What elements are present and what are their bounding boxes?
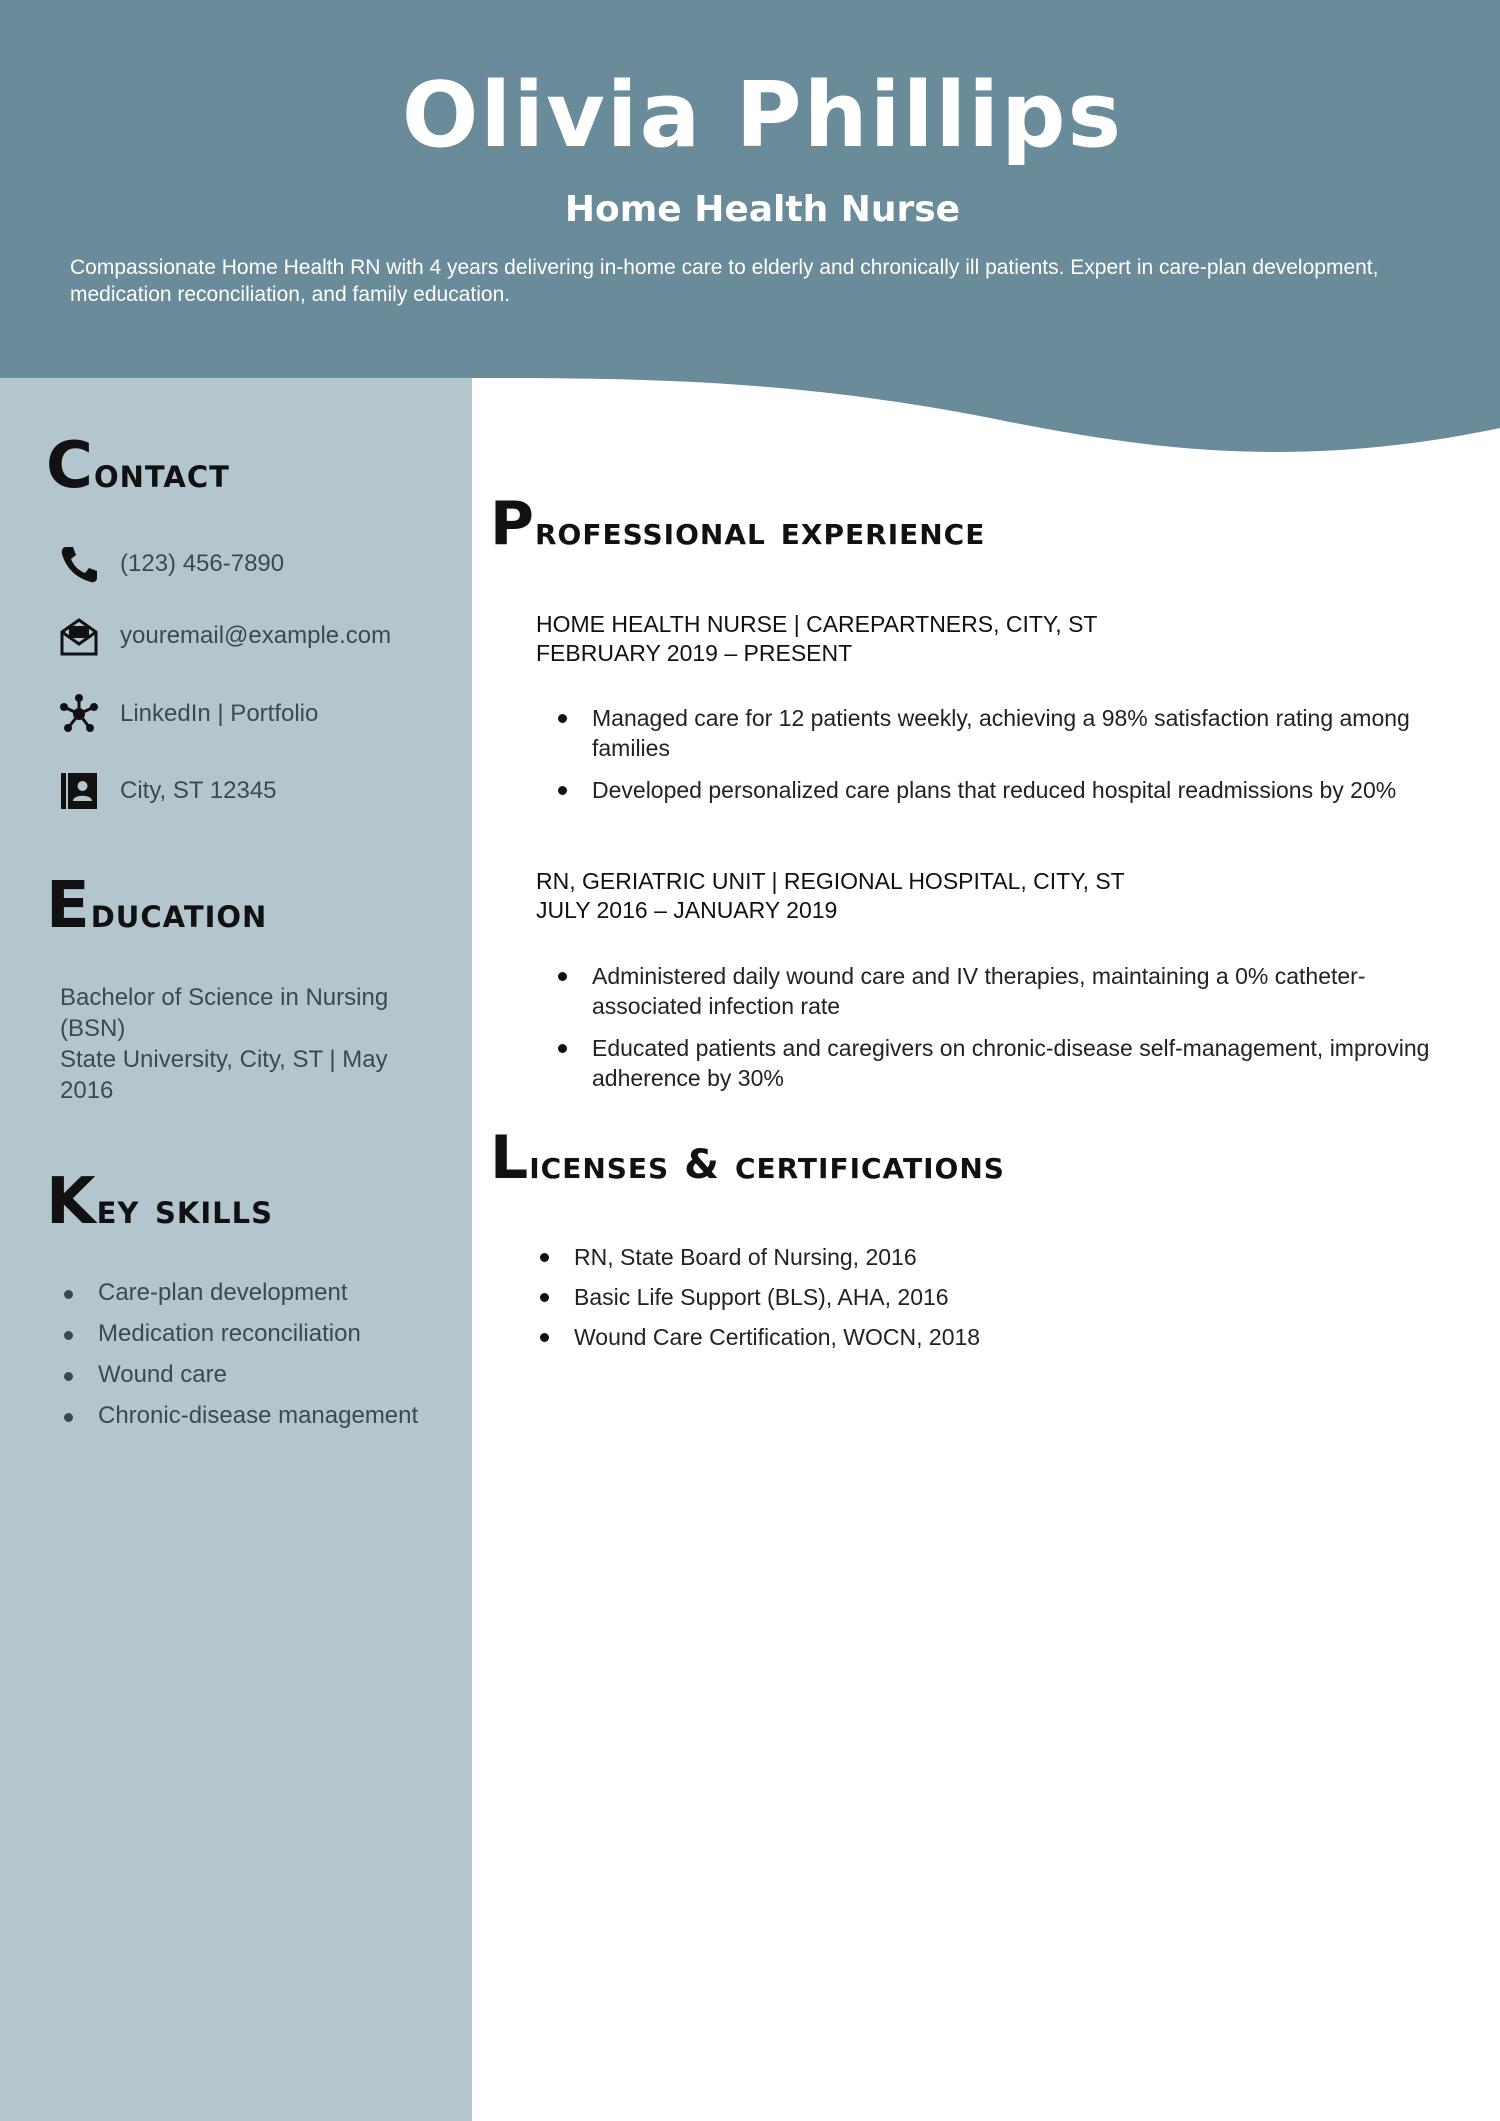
- phone-icon: [58, 543, 100, 585]
- phone-number: (123) 456-7890: [120, 550, 285, 577]
- list-item: Wound care: [60, 1360, 420, 1390]
- contact-heading: Contact: [46, 429, 230, 503]
- skills-list: [60, 1278, 420, 1442]
- list-item: Chronic-disease management: [60, 1401, 420, 1431]
- list-item: Educated patients and caregivers on chronic-disease self-management, improving adherence by 30%: [536, 1033, 1436, 1093]
- education-entry: [60, 982, 410, 1106]
- profile-summary: Compassionate Home Health RN with 4 years delivering in-home care to elderly and chronically ill patients. Expert in care-plan development, medication reconciliation, and family education.: [70, 256, 1379, 306]
- envelope-icon: [58, 615, 100, 657]
- contact-address: [58, 769, 277, 813]
- experience-heading: Professional experience: [490, 489, 986, 559]
- network-icon: [58, 693, 100, 735]
- linkedin-portfolio: LinkedIn | Portfolio: [120, 700, 319, 727]
- job-title: HOME HEALTH NURSE | CAREPARTNERS, CITY, ST: [536, 611, 1098, 637]
- job-2-bullets: [536, 961, 1436, 1105]
- contact-links: [58, 692, 318, 736]
- job-role-title: Home Health Nurse: [564, 189, 961, 230]
- list-item: Basic Life Support (BLS), AHA, 2016: [518, 1282, 1418, 1312]
- contact-email: [58, 614, 391, 658]
- education-heading: Education: [46, 869, 268, 943]
- job-title: RN, GERIATRIC UNIT | REGIONAL HOSPITAL, CITY, ST: [536, 868, 1125, 894]
- list-item: Wound Care Certification, WOCN, 2018: [518, 1322, 1418, 1352]
- list-item: Care-plan development: [60, 1278, 420, 1308]
- licenses-list: [518, 1242, 1418, 1362]
- address-book-icon: [58, 770, 100, 812]
- job-1-bullets: [536, 703, 1476, 817]
- list-item: Developed personalized care plans that reduced hospital readmissions by 20%: [536, 775, 1476, 805]
- job-dates: JULY 2016 – JANUARY 2019: [536, 897, 838, 923]
- list-item: Medication reconciliation: [60, 1319, 420, 1349]
- school-details: State University, City, ST | May 2016: [60, 1046, 388, 1104]
- licenses-heading: Licenses & certifications: [490, 1123, 1005, 1193]
- contact-phone: [58, 542, 284, 586]
- list-item: RN, State Board of Nursing, 2016: [518, 1242, 1418, 1272]
- job-1-header: [536, 610, 1456, 668]
- city-state-zip: City, ST 12345: [120, 777, 277, 804]
- job-dates: FEBRUARY 2019 – PRESENT: [536, 640, 853, 666]
- degree-name: Bachelor of Science in Nursing (BSN): [60, 984, 389, 1042]
- list-item: Managed care for 12 patients weekly, achieving a 98% satisfaction rating among families: [536, 703, 1476, 763]
- list-item: Administered daily wound care and IV therapies, maintaining a 0% catheter-associated infection rate: [536, 961, 1436, 1021]
- job-2-header: [536, 867, 1456, 925]
- email-address: youremail@example.com: [120, 622, 392, 649]
- candidate-name: Olivia Phillips: [401, 63, 1124, 168]
- skills-heading: Key skills: [46, 1165, 274, 1239]
